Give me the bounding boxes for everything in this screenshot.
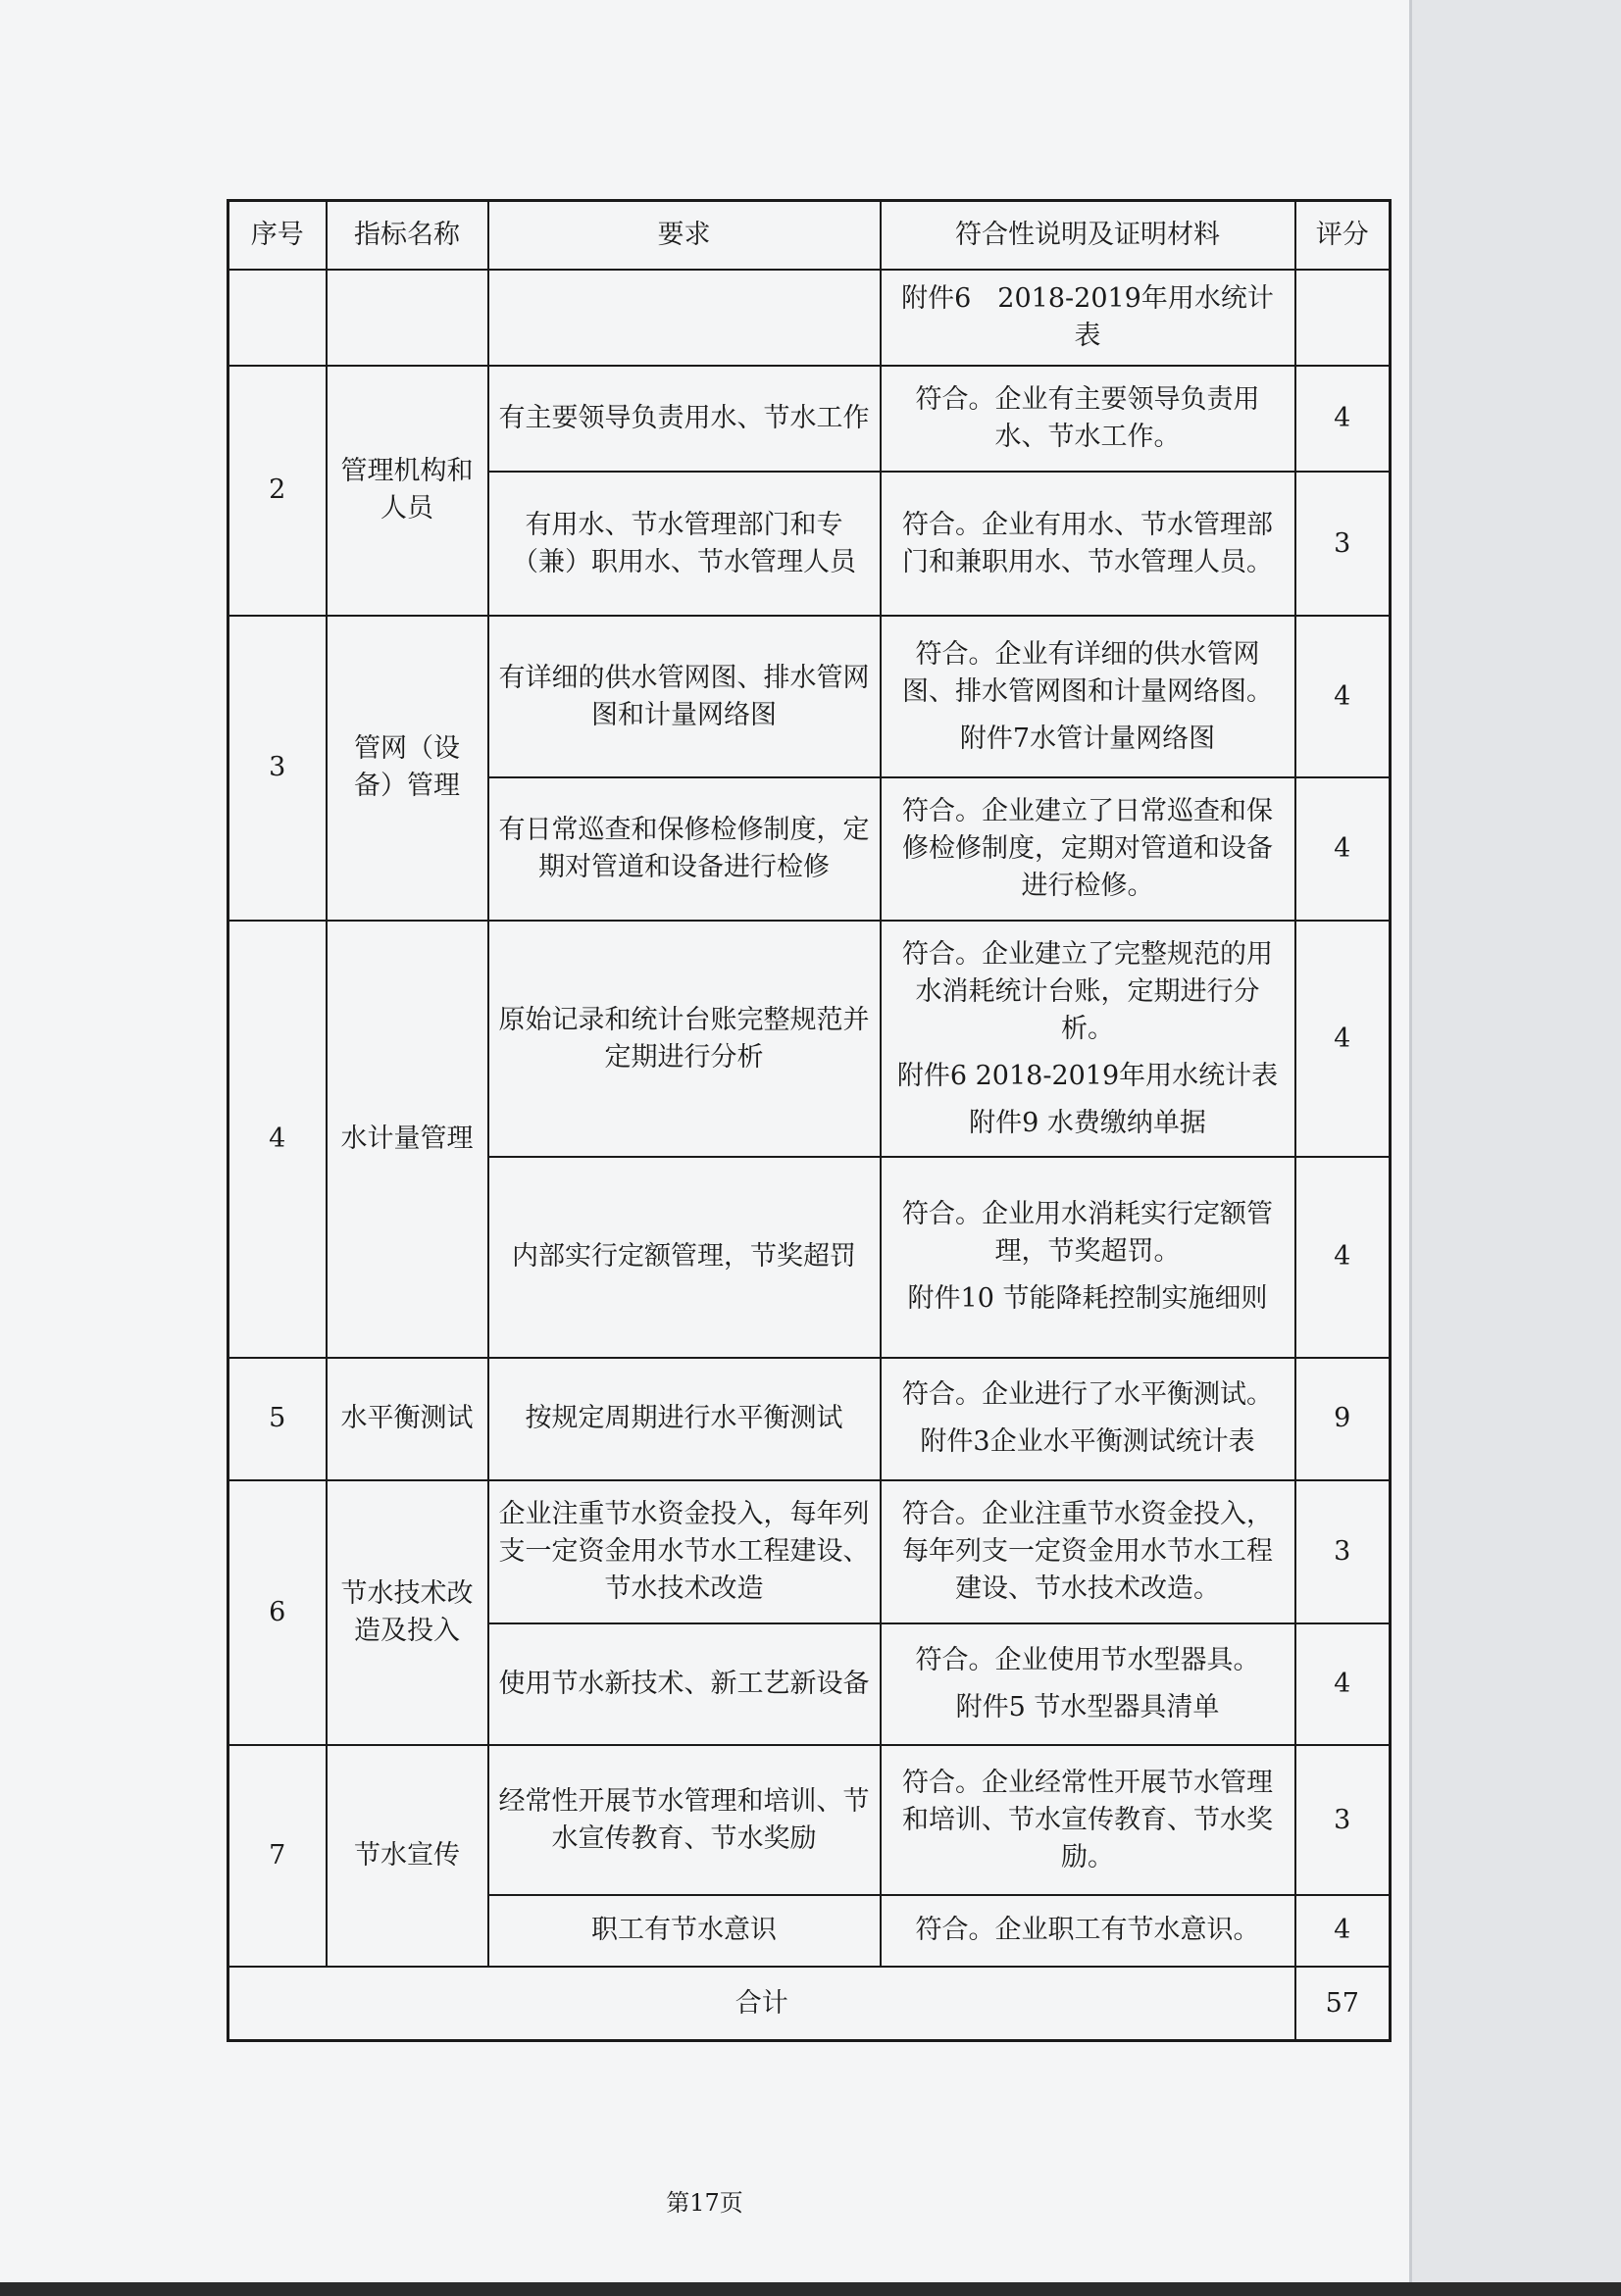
scan-margin-right xyxy=(1409,0,1621,2296)
cell-evidence xyxy=(881,1358,1295,1480)
evidence-line: 符合。企业有详细的供水管网图、排水管网图和计量网络图。 xyxy=(902,638,1273,707)
evidence-line: 符合。企业建立了完整规范的用水消耗统计台账，定期进行分析。 xyxy=(902,938,1273,1044)
cell-name: 管网（设备）管理 xyxy=(327,616,488,921)
total-row xyxy=(228,1967,1391,2040)
cell-score: 3 xyxy=(1295,1745,1391,1895)
total-label: 合计 xyxy=(228,1967,1295,2040)
cell-name: 管理机构和人员 xyxy=(327,366,488,616)
cell-evidence xyxy=(881,921,1295,1157)
cell-score: 3 xyxy=(1295,1480,1391,1623)
cell-evidence xyxy=(881,1895,1295,1967)
evidence-line: 符合。企业有用水、节水管理部门和兼职用水、节水管理人员。 xyxy=(902,509,1273,577)
cell-no: 5 xyxy=(228,1358,327,1480)
evidence-line: 符合。企业有主要领导负责用水、节水工作。 xyxy=(915,384,1260,453)
cell-score: 4 xyxy=(1295,1623,1391,1745)
cell-score: 4 xyxy=(1295,1157,1391,1358)
evidence-line: 附件3企业水平衡测试统计表 xyxy=(920,1426,1255,1458)
cell-score: 9 xyxy=(1295,1358,1391,1480)
evidence-line: 附件9 水费缴纳单据 xyxy=(969,1107,1206,1138)
cell-no: 3 xyxy=(228,616,327,921)
cell-no: 2 xyxy=(228,366,327,616)
header-row xyxy=(228,201,1391,270)
evidence-line: 附件10 节能降耗控制实施细则 xyxy=(907,1283,1268,1315)
evidence-line: 符合。企业使用节水型器具。 xyxy=(915,1645,1260,1676)
scan-margin-bottom xyxy=(0,2282,1621,2296)
cell-score: 4 xyxy=(1295,921,1391,1157)
cell-requirement: 企业注重节水资金投入，每年列支一定资金用水节水工程建设、节水技术改造 xyxy=(488,1480,881,1623)
table-row xyxy=(228,366,1391,472)
header-evidence: 符合性说明及证明材料 xyxy=(881,201,1295,270)
evidence-line: 附件6 2018-2019年用水统计表 xyxy=(896,1060,1279,1091)
cell-requirement: 有详细的供水管网图、排水管网图和计量网络图 xyxy=(488,616,881,778)
evaluation-table xyxy=(227,199,1392,2042)
cell-requirement: 内部实行定额管理，节奖超罚 xyxy=(488,1157,881,1358)
cell-score: 3 xyxy=(1295,472,1391,616)
continuation-row xyxy=(228,270,1391,366)
table-row xyxy=(228,921,1391,1157)
cell-no xyxy=(228,270,327,366)
cell-requirement: 有主要领导负责用水、节水工作 xyxy=(488,366,881,472)
cell-evidence xyxy=(881,472,1295,616)
table-row xyxy=(228,1358,1391,1480)
evidence-line: 符合。企业建立了日常巡查和保修检修制度，定期对管道和设备进行检修。 xyxy=(902,796,1273,902)
cell-requirement: 按规定周期进行水平衡测试 xyxy=(488,1358,881,1480)
header-no: 序号 xyxy=(228,201,327,270)
evidence-line: 符合。企业用水消耗实行定额管理，节奖超罚。 xyxy=(902,1199,1273,1268)
cell-score: 4 xyxy=(1295,1895,1391,1967)
cell-score xyxy=(1295,270,1391,366)
cell-no: 7 xyxy=(228,1745,327,1967)
table-body xyxy=(228,270,1391,2041)
cell-requirement: 职工有节水意识 xyxy=(488,1895,881,1967)
page-number: 第17页 xyxy=(666,2189,743,2217)
header-name: 指标名称 xyxy=(327,201,488,270)
cell-requirement: 原始记录和统计台账完整规范并定期进行分析 xyxy=(488,921,881,1157)
cell-evidence xyxy=(881,1623,1295,1745)
evidence-line: 附件7水管计量网络图 xyxy=(959,723,1216,754)
cell-name: 节水技术改造及投入 xyxy=(327,1480,488,1745)
evidence-line: 符合。企业进行了水平衡测试。 xyxy=(902,1379,1273,1411)
cell-score: 4 xyxy=(1295,616,1391,778)
cell-requirement: 经常性开展节水管理和培训、节水宣传教育、节水奖励 xyxy=(488,1745,881,1895)
cell-requirement: 有日常巡查和保修检修制度，定期对管道和设备进行检修 xyxy=(488,777,881,921)
cell-evidence xyxy=(881,366,1295,472)
cell-evidence: 附件6 2018-2019年用水统计表 xyxy=(881,270,1295,366)
cell-evidence xyxy=(881,777,1295,921)
cell-requirement xyxy=(488,270,881,366)
cell-score: 4 xyxy=(1295,777,1391,921)
cell-evidence xyxy=(881,1745,1295,1895)
cell-evidence xyxy=(881,616,1295,778)
table-row xyxy=(228,616,1391,778)
cell-requirement: 有用水、节水管理部门和专（兼）职用水、节水管理人员 xyxy=(488,472,881,616)
evidence-line: 附件5 节水型器具清单 xyxy=(955,1692,1220,1723)
evidence-line: 符合。企业经常性开展节水管理和培训、节水宣传教育、节水奖励。 xyxy=(902,1767,1273,1872)
cell-evidence xyxy=(881,1480,1295,1623)
total-score: 57 xyxy=(1295,1967,1391,2040)
cell-no: 4 xyxy=(228,921,327,1358)
cell-name: 节水宣传 xyxy=(327,1745,488,1967)
table-row xyxy=(228,1480,1391,1623)
cell-name: 水计量管理 xyxy=(327,921,488,1358)
cell-name: 水平衡测试 xyxy=(327,1358,488,1480)
cell-evidence xyxy=(881,1157,1295,1358)
cell-name xyxy=(327,270,488,366)
table-row xyxy=(228,1745,1391,1895)
evidence-line: 符合。企业注重节水资金投入，每年列支一定资金用水节水工程建设、节水技术改造。 xyxy=(902,1499,1273,1605)
cell-no: 6 xyxy=(228,1480,327,1745)
evidence-line: 符合。企业职工有节水意识。 xyxy=(915,1915,1260,1946)
cell-score: 4 xyxy=(1295,366,1391,472)
header-score: 评分 xyxy=(1295,201,1391,270)
header-requirement: 要求 xyxy=(488,201,881,270)
cell-requirement: 使用节水新技术、新工艺新设备 xyxy=(488,1623,881,1745)
